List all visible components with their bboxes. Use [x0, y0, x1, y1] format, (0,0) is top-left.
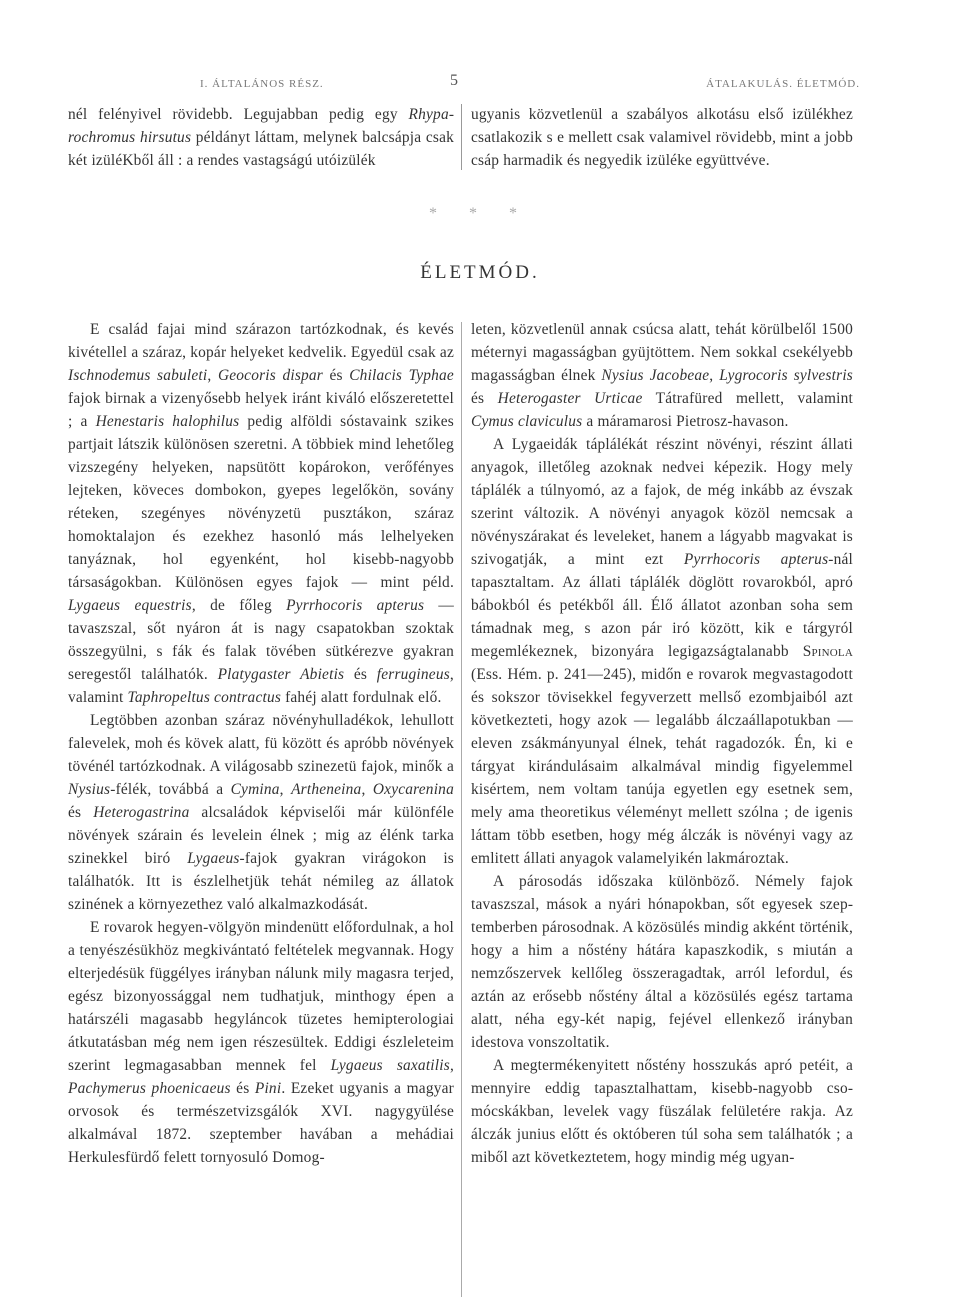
top-left-paragraph: nél felényivel rövidebb. Legujabban pedig egy Rhyparochromus hirsutus példányt láttam, melynek balcsápja csak két izüléKből áll : a rendes vastagságú utóizülék — [68, 106, 454, 169]
section-title: ÉLETMÓD. — [420, 262, 540, 283]
page-number: 5 — [450, 72, 458, 89]
column-divider-top — [461, 104, 462, 170]
ornament-asterisks: * * * — [429, 205, 531, 222]
running-head-right: ÁTALAKULÁS. ÉLETMÓD. — [706, 78, 860, 90]
right-column — [471, 318, 853, 1169]
running-head-left: I. ÁLTALÁNOS RÉSZ. — [200, 78, 324, 90]
paragraph: leten, közvetlenül annak csúcsa alatt, tehát körülbelől 1500 méternyi magasságban gyüjtöttem. Nem sokkal csekélyebb magasságban élnek Nysius Jacobeae, Lygrocoris sylvestris és Heterogaster Urticae Tátrafüred mellett, valamint Cymus claviculus a máramarosi Pietrosz-havason. — [471, 321, 853, 430]
paragraph: A Lygaeidák táplálékát részint növényi, részint állati anyagok, illetőleg azoknak nedvei képezik. Hogy mely táplálék a túlnyomó, az a fajok, de még inkább az évszak szerint változik. A növényi anyagok közöl nemcsak a növényszárakat és leveleket, hanem a lágyabb magvakat is szivogatják, a mint ezt Pyrrhocoris apterus-nál tapasztaltam. Az állati táplálék döglött rovarokból, apró bábokból és petékből áll. Élő állatot azonban soha sem támadnak meg, s azon pár iró között, kik e tárgyról megemlékeznek, bizonyára legigazságtalanabb Spinola (Ess. Hém. p. 241—245), midőn e rovarok megvastagodott és sokszor tövisekkel fegyverzett mellső ezombjaiból azt következteti, hogy azok — legalább álczaállapotukban — eleven zsákmányunyal élnek, tehát ragadozók. Én, ki e tárgyat kirándulásaim alkalmával mindig figyelemmel kisértem, nem voltam tanúja egyetlen egy esetnek sem, mely ama theoretikus véleményt mellett szólna ; de igenis láttam több esetben, hogy még álczák is növényi vagy az emlitett állati anyagok valamelyikén lakmároztak. — [471, 436, 853, 867]
paragraph: A párosodás időszaka különböző. Némely fajok tavaszszal, mások a nyári hónapokban, sőt egyesek szeptemberben párosodnak. A közösülés mindig akként történik, hogy a him a nőstény hátára kapaszkodik, s miután a nemzőszervek kellőleg összeragadtak, arról lefordul, és aztán az erősebb nőstény által a közösülés egész tartama alatt, néha egy-két napig, fejével ellenkező irányban idestova vonszoltatik. — [471, 873, 853, 1051]
running-head — [200, 72, 860, 96]
paragraph: A megtermékenyitett nőstény hosszukás apró petéit, a mennyire eddig tapasztalhattam, kisebb-nagyobb csomócskákban, levelek vagy füszálak felületére rakja. Az álczák junius előtt és októberen túl soha sem találhatók ; a miből azt következtetem, hogy mindig még ugyan- — [471, 1057, 853, 1166]
left-column — [68, 318, 454, 1169]
paragraph: E család fajai mind szárazon tartózkodnak, és kevés kivétellel a száraz, kopár helyeket kedvelik. Egyedül csak az Ischnodemus sabuleti, Geocoris dispar és Chilacis Typhae fajok birnak a vizenyősebb helyek iránt kiváló előszeretettel ; a Henestaris halophilus pedig alföldi sóstavaink szikes partjait látszik különösen szeretni. A többiek mind lehetőleg vizszegény helyeken, napsütött kopárokon, verőfényes lejteken, köveces dombokon, gyepes legelőkön, sovány réteken, szegényes növényzetü pusztákon, száraz homoktalajon és ezekhez hasonló más lelhelyeken tanyáznak, hol egyenként, hol kisebb-nagyobb társaságokban. Különösen egyes fajok — mint péld. Lygaeus equestris, de főleg Pyrrhocoris apterus — tavaszszal, sőt nyáron át is nagy csapatokban szoktak összegyülni, s fák és falak tövében sütkérezve gyakran seregestől találhatók. Platygaster Abietis és ferrugineus, valamint Taphropeltus contractus fahéj alatt fordulnak elő. — [68, 321, 454, 706]
paragraph: E rovarok hegyen-völgyön mindenütt előfordulnak, a hol a tenyészésükhöz megkivántató feltételek megvannak. Hogy elterjedésük függélyes irányban nálunk mily magasra terjed, egész bizonyossággal nem tudhatjuk, minthogy épen a határszéli magasabb hegyláncok tüzetes hemipterologiai átkutatásban még nem igen részesültek. Eddigi észleleteim szerint legmagasabban mennek fel Lygaeus saxatilis, Pachymerus phoenicaeus és Pini. Ezeket ugyanis a magyar orvosok és természetvizsgálók XVI. nagygyülése alkalmával 1872. szeptember havában a mehádiai Herkulesfürdő felett tornyosuló Domog- — [68, 919, 454, 1166]
paragraph: Legtöbben azonban száraz növényhulladékok, lehullott falevelek, moh és kövek alatt, fü között és apróbb növények tövénél tartózkodnak. A világosabb szinezetü fajok, minők a Nysius-félék, továbbá a Cymina, Artheneina, Oxycarenina és Heterogastrina alcsaládok képviselői már különféle növények szárain és levelein élnek ; mig az élénk tarka szinekkel biró Lygaeus-fajok gyakran virágokon is találhatók. Itt is észlelhetjük tehát némileg az állatok szinének a környezethez való alkalmazkodását. — [68, 712, 454, 913]
top-right-paragraph: ugyanis közvetlenül a szabályos alkotásu első izülékhez csatlakozik s e mellett csak valamivel rövidebb, mint a jobb csáp harmadik és negyedik izüléke együttvéve. — [471, 106, 853, 169]
column-divider-main — [461, 322, 462, 1297]
